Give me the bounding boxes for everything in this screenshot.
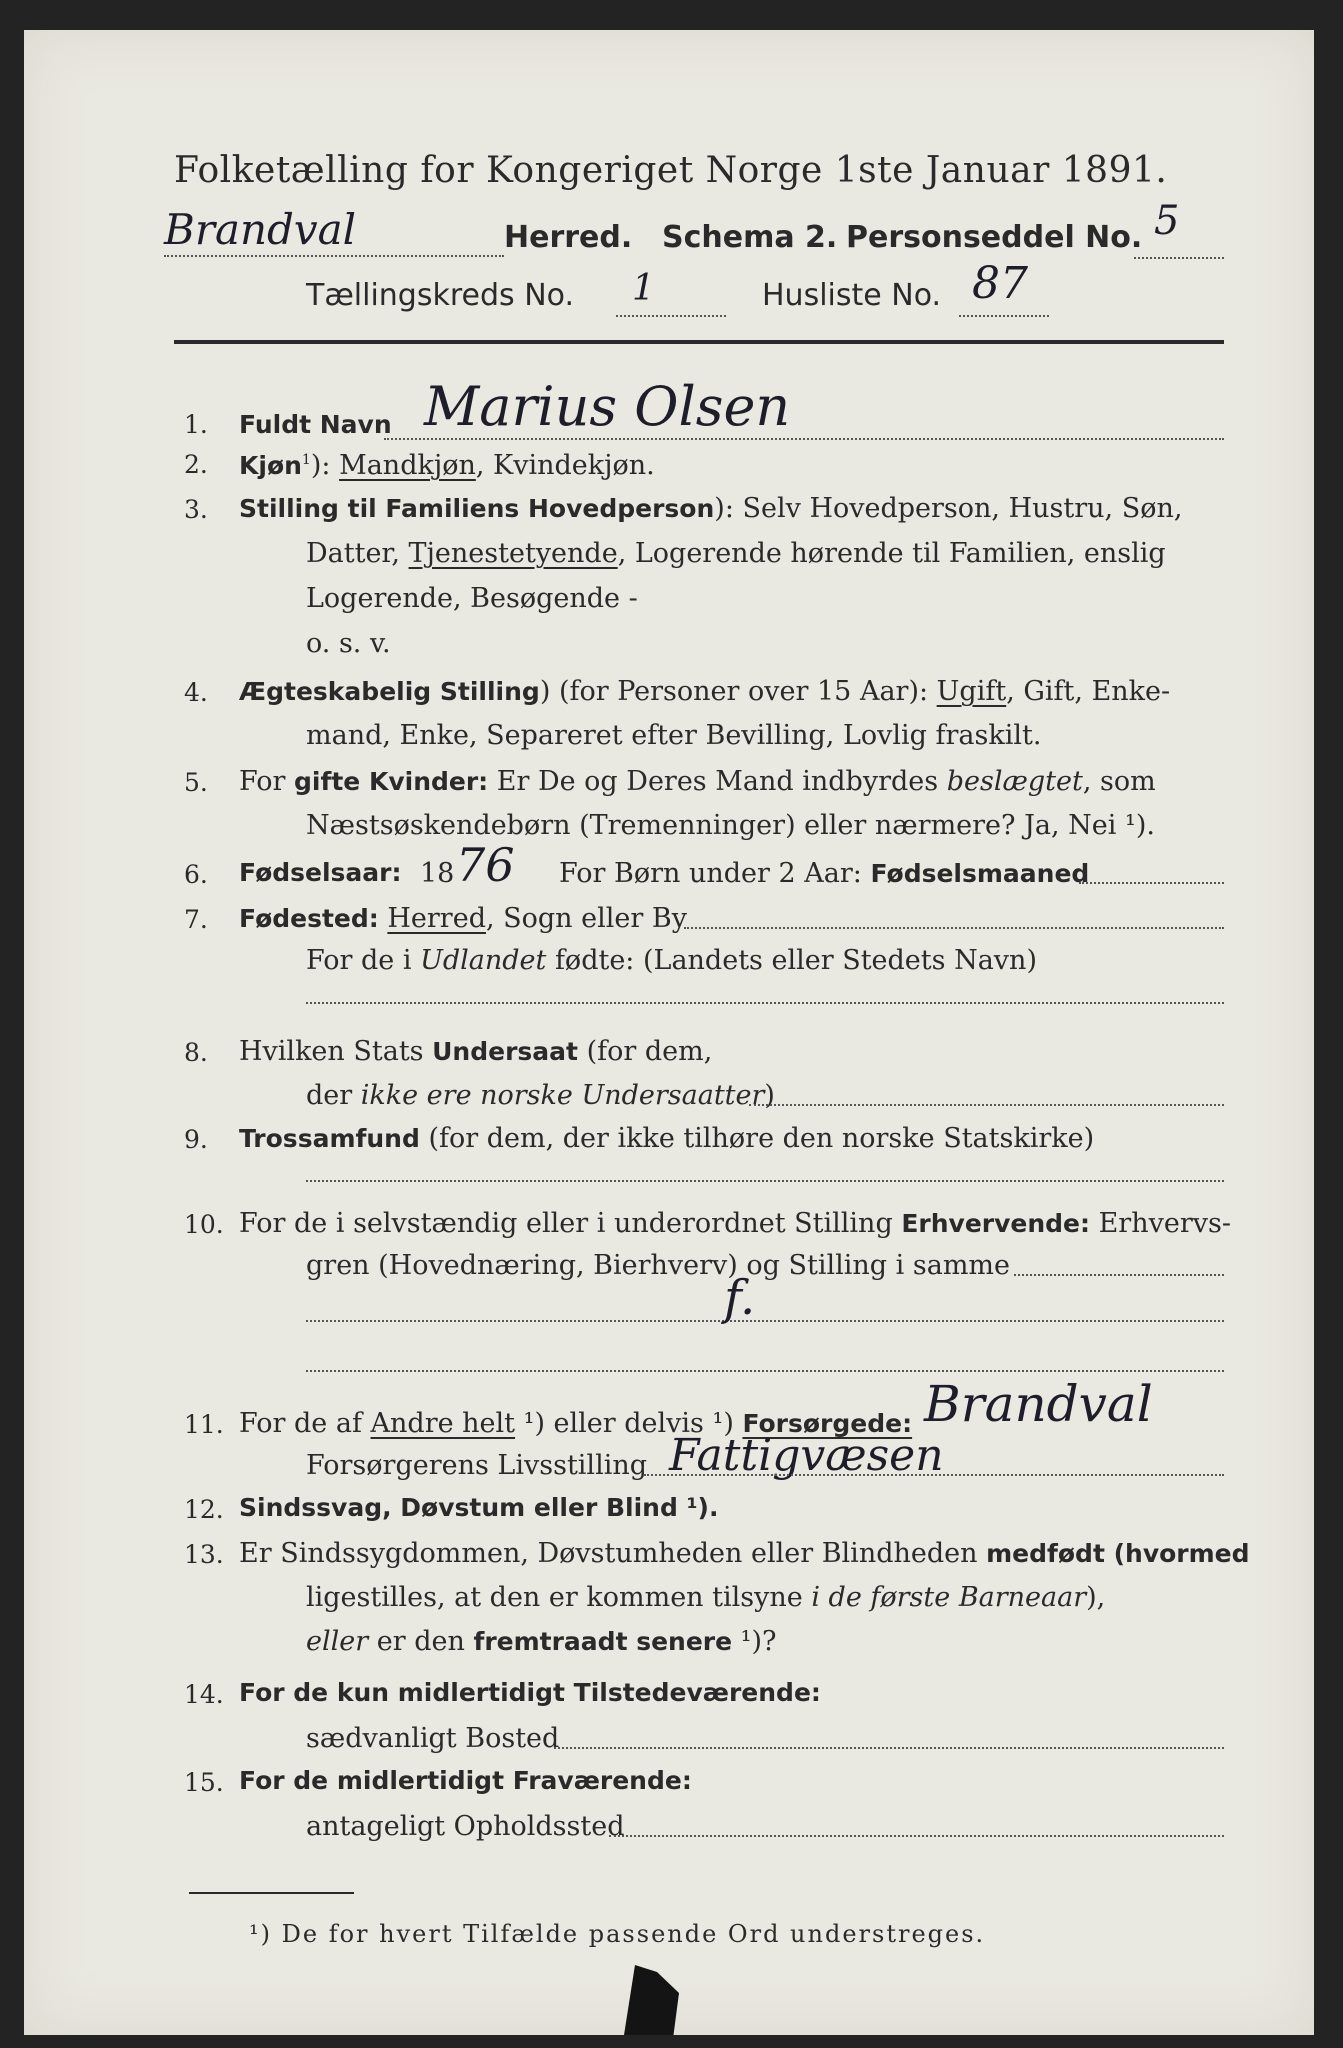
q12-number: 12. [184, 1495, 224, 1524]
footnote-rule [189, 1892, 354, 1894]
q11-provider-handwritten: Brandval [924, 1375, 1153, 1433]
q8-dotted-line [749, 1104, 1224, 1106]
schema-label: Schema 2. [662, 220, 838, 255]
q11-dotted-line [644, 1474, 1224, 1476]
q7-number: 7. [184, 905, 208, 934]
paper-damage [624, 1965, 679, 2035]
q1-name-handwritten: Marius Olsen [424, 375, 791, 438]
q7-dotted-line [684, 927, 1224, 929]
q8-line1: Hvilken Stats Undersaat (for dem, [239, 1036, 713, 1067]
q10-answer-handwritten: f. [724, 1270, 756, 1326]
q14-dotted-line [554, 1747, 1224, 1749]
q3-line4: o. s. v. [306, 628, 391, 659]
q14-line1: For de kun midlertidigt Tilstedeværende: [239, 1678, 821, 1707]
herred-dotted-line [164, 255, 504, 257]
q13-line3: eller er den fremtraadt senere ¹)? [306, 1626, 777, 1657]
q4-number: 4. [184, 678, 208, 707]
q6-number: 6. [184, 860, 208, 889]
q10-answer-line1 [306, 1320, 1224, 1322]
q3-line1: Stilling til Familiens Hovedperson): Selv Hovedperson, Hustru, Søn, [239, 493, 1183, 524]
q9-number: 9. [184, 1125, 208, 1154]
personseddel-label: Personseddel No. [846, 220, 1143, 255]
q5-line1: For gifte Kvinder: Er De og Deres Mand indbyrdes beslægtet, som [239, 766, 1156, 797]
q2-number: 2. [184, 450, 208, 479]
q14-number: 14. [184, 1680, 224, 1709]
personseddel-dotted-line [1134, 257, 1224, 259]
header-rule [174, 340, 1224, 344]
q7-line2: For de i Udlandet fødte: (Landets eller Stedets Navn) [306, 945, 1037, 976]
q3-line2: Datter, Tjenestetyende, Logerende hørende til Familien, enslig [306, 538, 1166, 569]
q2-text: Kjøn$^1$): Mandkjøn, Kvindekjøn. [239, 450, 655, 481]
q5-line2: Næstsøskendebørn (Tremenninger) eller nærmere? Ja, Nei ¹). [306, 810, 1155, 841]
q6-label: Fødselsaar: [239, 858, 402, 887]
q1-dotted-line [384, 438, 1224, 440]
herred-handwritten: Brandval [164, 205, 357, 254]
q13-line1: Er Sindssygdommen, Døvstumheden eller Blindheden medfødt (hvormed [239, 1538, 1250, 1569]
q10-line1: For de i selvstændig eller i underordnet Stilling Erhvervende: Erhvervs- [239, 1208, 1231, 1239]
q15-line1: For de midlertidigt Fraværende: [239, 1766, 692, 1795]
footnote: ¹) De for hvert Tilfælde passende Ord understreges. [249, 1920, 986, 1948]
q6-year-handwritten: 76 [456, 838, 515, 892]
q15-line2: antageligt Opholdssted [306, 1811, 625, 1842]
q10-number: 10. [184, 1210, 224, 1239]
q4-line2: mand, Enke, Separeret efter Bevilling, Lovlig fraskilt. [306, 720, 1042, 751]
form-title: Folketælling for Kongeriget Norge 1ste Januar 1891. [174, 150, 1168, 191]
husliste-handwritten: 87 [972, 258, 1028, 309]
husliste-dotted-line [959, 315, 1049, 317]
kreds-handwritten: 1 [632, 268, 655, 309]
q6-text: For Børn under 2 Aar: Fødselsmaaned [559, 858, 1090, 889]
kreds-dotted-line [616, 315, 726, 317]
q9-answer-line [306, 1180, 1224, 1182]
personseddel-handwritten: 5 [1154, 198, 1180, 244]
q8-line2: der ikke ere norske Undersaatter) [306, 1080, 775, 1111]
q4-line1: Ægteskabelig Stilling) (for Personer over 15 Aar): Ugift, Gift, Enke- [239, 676, 1171, 707]
q3-line3: Logerende, Besøgende - [306, 583, 638, 614]
q15-number: 15. [184, 1768, 224, 1797]
q15-dotted-line [609, 1835, 1224, 1837]
q1-number: 1. [184, 410, 208, 439]
q3-number: 3. [184, 495, 208, 524]
q10-line2: gren (Hovednæring, Bierhverv) og Stilling i samme [306, 1250, 1011, 1281]
census-form [24, 30, 1314, 2035]
q13-line2: ligestilles, at den er kommen tilsyne i de første Barneaar), [306, 1582, 1106, 1613]
q14-line2: sædvanligt Bosted [306, 1723, 560, 1754]
herred-label: Herred. [504, 220, 633, 255]
q12-text: Sindssvag, Døvstum eller Blind ¹). [239, 1493, 719, 1522]
q10-answer-line2 [306, 1370, 1224, 1372]
q9-text: Trossamfund (for dem, der ikke tilhøre den norske Statskirke) [239, 1123, 1095, 1154]
kreds-label: Tællingskreds No. [306, 278, 574, 313]
q6-dotted-line [1079, 882, 1224, 884]
q13-number: 13. [184, 1540, 224, 1569]
q6-century: 18 [420, 858, 455, 889]
q5-number: 5. [184, 768, 208, 797]
q11-number: 11. [184, 1410, 224, 1439]
q1-label: Fuldt Navn [239, 410, 392, 439]
q11-line1: For de af Andre helt ¹) eller delvis ¹) Forsørgede: [239, 1408, 913, 1439]
q8-number: 8. [184, 1038, 208, 1067]
q11-line2: Forsørgerens Livsstilling [306, 1450, 648, 1481]
q11-livsstilling-handwritten: Fattigvæsen [669, 1430, 944, 1481]
q10-dotted-line [1014, 1274, 1224, 1276]
husliste-label: Husliste No. [762, 278, 942, 313]
q7-answer-line [306, 1002, 1224, 1004]
q7-line1: Fødested: Herred, Sogn eller By [239, 903, 687, 934]
